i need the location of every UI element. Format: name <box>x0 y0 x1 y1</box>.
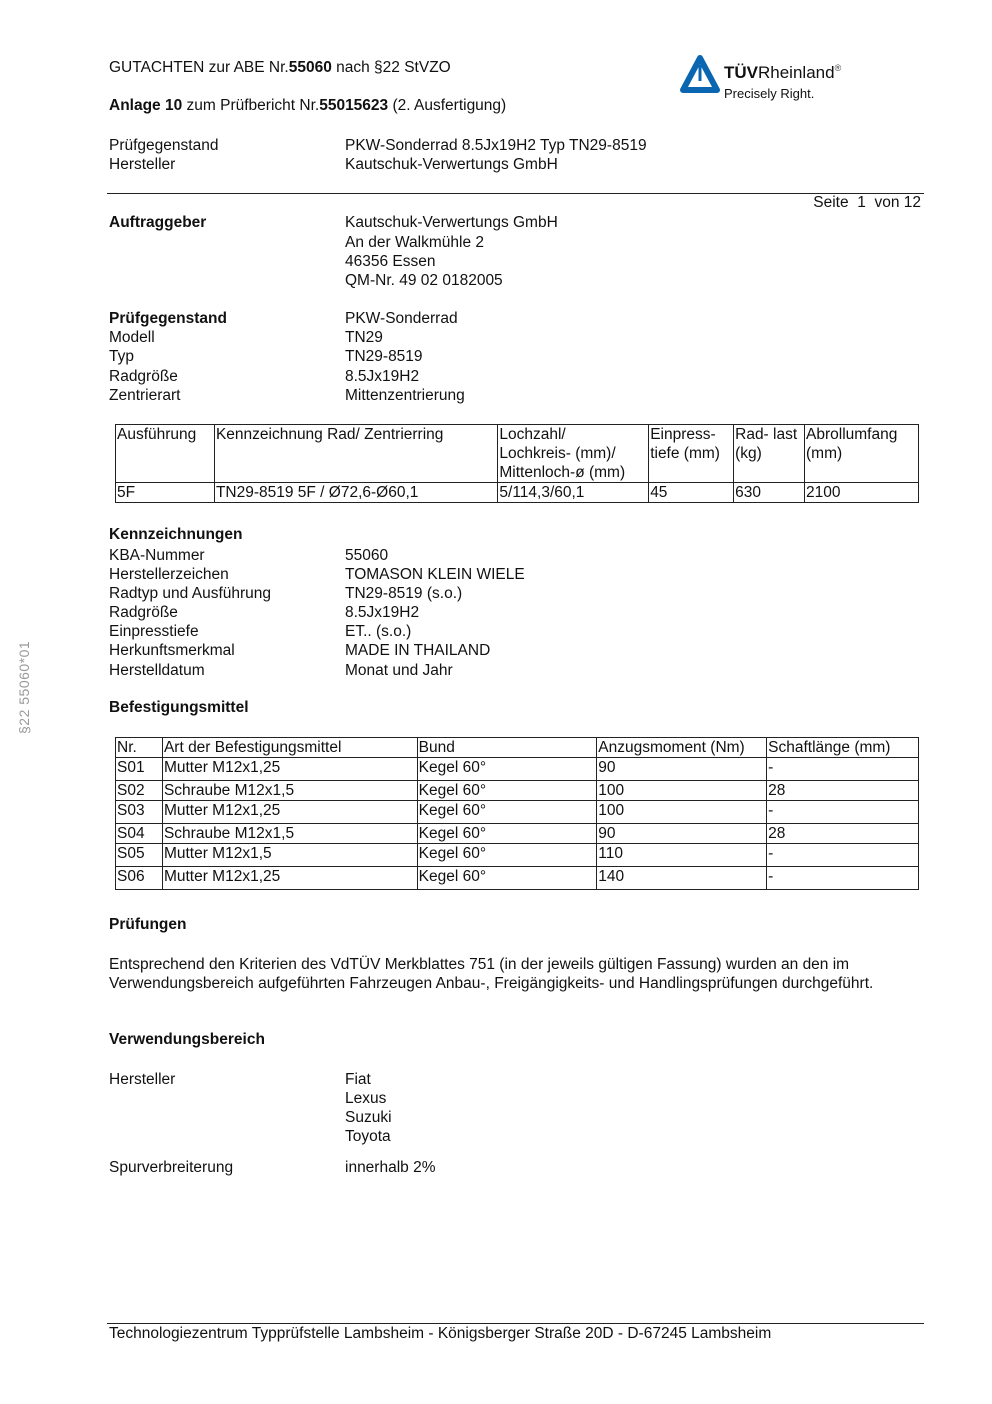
field-label: Radtyp und Ausführung <box>109 585 272 602</box>
table-header-cell: Rad- last (kg) <box>734 425 805 483</box>
logo-brand-rest: Rheinland <box>758 63 835 82</box>
field-value: MADE IN THAILAND <box>345 642 491 659</box>
title-suffix: nach §22 StVZO <box>331 59 451 76</box>
table-header-cell: Art der Befestigungsmittel <box>162 738 417 758</box>
field-label: Radgröße <box>109 368 178 385</box>
table-row <box>116 801 919 824</box>
pruefgegenstand-label: Prüfgegenstand <box>109 310 227 327</box>
kennzeichnungen-heading: Kennzeichnungen <box>109 526 243 543</box>
table-header-cell: Anzugsmoment (Nm) <box>597 738 767 758</box>
table-cell: TN29-8519 5F / Ø72,6-Ø60,1 <box>214 483 497 503</box>
field-label: Typ <box>109 348 134 365</box>
header-pg-value: PKW-Sonderrad 8.5Jx19H2 Typ TN29-8519 <box>345 137 647 154</box>
table-header-cell: Schaftlänge (mm) <box>767 738 919 758</box>
annex-line <box>109 97 506 115</box>
footer-divider <box>107 1323 924 1324</box>
abe-number: 55060 <box>288 59 332 76</box>
report-number: 55015623 <box>319 97 389 114</box>
field-value: ET.. (s.o.) <box>345 623 412 640</box>
table-cell: Kegel 60° <box>417 824 597 844</box>
header-divider <box>107 193 924 194</box>
field-label: Herkunftsmerkmal <box>109 642 235 659</box>
title-prefix: GUTACHTEN zur ABE Nr. <box>109 59 289 76</box>
vb-hersteller-item: Lexus <box>345 1090 387 1107</box>
table-cell: S01 <box>116 758 163 781</box>
logo-reg: ® <box>834 63 842 73</box>
table-cell: - <box>767 844 919 867</box>
table-cell: 28 <box>767 824 919 844</box>
table-header-row <box>116 425 919 483</box>
table-cell: Kegel 60° <box>417 801 597 824</box>
table-row <box>116 781 919 801</box>
table-header-cell: Ausführung <box>116 425 215 483</box>
table-cell: 630 <box>734 483 805 503</box>
field-label: Herstellerzeichen <box>109 566 229 583</box>
field-value: TOMASON KLEIN WIELE <box>345 566 525 583</box>
table-cell: S06 <box>116 867 163 890</box>
table-header-cell: Bund <box>417 738 597 758</box>
header-hersteller-label: Hersteller <box>109 156 176 173</box>
auftraggeber-line: 46356 Essen <box>345 253 436 270</box>
pruefungen-text: Entsprechend den Kriterien des VdTÜV Merkblattes 751 (in der jeweils gültigen Fassung) wurden an den im Verwendungsbereich aufgeführten Fahrzeugen Anbau-, Freigängigkeits- und Handlingsprüfungen durchgeführt. <box>109 956 874 992</box>
field-value: 8.5Jx19H2 <box>345 368 420 385</box>
table-cell: 5/114,3/60,1 <box>498 483 649 503</box>
vb-hersteller-item: Suzuki <box>345 1109 392 1126</box>
footer-address: Technologiezentrum Typprüfstelle Lambsheim - Königsberger Straße 20D - D-67245 Lambsheim <box>109 1325 772 1342</box>
table-header-cell: Einpress- tiefe (mm) <box>649 425 734 483</box>
table-cell: S03 <box>116 801 163 824</box>
field-value: 8.5Jx19H2 <box>345 604 420 621</box>
table-cell: 100 <box>597 781 767 801</box>
tuv-logo <box>680 55 870 105</box>
header-hersteller-value: Kautschuk-Verwertungs GmbH <box>345 156 558 173</box>
table-row <box>116 483 919 503</box>
report-title <box>109 59 451 77</box>
field-value: TN29-8519 <box>345 348 423 365</box>
table-cell: 110 <box>597 844 767 867</box>
table-cell: Mutter M12x1,5 <box>162 844 417 867</box>
table-cell: S02 <box>116 781 163 801</box>
table-cell: 100 <box>597 801 767 824</box>
field-label: Modell <box>109 329 155 346</box>
field-value: Monat und Jahr <box>345 662 453 679</box>
field-label: Einpresstiefe <box>109 623 199 640</box>
annex-suffix: (2. Ausfertigung) <box>388 97 507 114</box>
wheel-table <box>115 424 919 503</box>
field-label: KBA-Nummer <box>109 547 205 564</box>
table-cell: 28 <box>767 781 919 801</box>
befestigung-table <box>115 737 919 890</box>
vb-hersteller-label: Hersteller <box>109 1071 176 1088</box>
table-cell: Schraube M12x1,5 <box>162 781 417 801</box>
logo-tagline: Precisely Right. <box>724 86 815 101</box>
field-label: Radgröße <box>109 604 178 621</box>
table-header-cell: Abrollumfang (mm) <box>805 425 919 483</box>
table-cell: Mutter M12x1,25 <box>162 801 417 824</box>
logo-brand <box>724 63 841 83</box>
table-header-cell: Nr. <box>116 738 163 758</box>
page-number: Seite 1 von 12 <box>813 194 921 211</box>
befestigung-heading: Befestigungsmittel <box>109 699 249 716</box>
table-cell: Mutter M12x1,25 <box>162 867 417 890</box>
annex-mid: zum Prüfbericht Nr. <box>182 97 320 114</box>
table-cell: 5F <box>116 483 215 503</box>
vb-hersteller-item: Fiat <box>345 1071 371 1088</box>
table-row <box>116 758 919 781</box>
table-cell: 90 <box>597 758 767 781</box>
vb-hersteller-item: Toyota <box>345 1128 391 1145</box>
table-cell: Kegel 60° <box>417 781 597 801</box>
table-cell: S04 <box>116 824 163 844</box>
vb-spur-label: Spurverbreiterung <box>109 1159 234 1176</box>
table-header-cell: Lochzahl/ Lochkreis- (mm)/ Mittenloch-ø (mm) <box>498 425 649 483</box>
field-value: 55060 <box>345 547 389 564</box>
auftraggeber-line: An der Walkmühle 2 <box>345 234 484 251</box>
table-cell: 140 <box>597 867 767 890</box>
field-label: Herstelldatum <box>109 662 205 679</box>
table-cell: Schraube M12x1,5 <box>162 824 417 844</box>
side-stamp: §22 55060*01 <box>16 640 32 734</box>
table-row <box>116 824 919 844</box>
table-header-row <box>116 738 919 758</box>
table-cell: - <box>767 801 919 824</box>
table-cell: - <box>767 867 919 890</box>
table-cell: 2100 <box>805 483 919 503</box>
table-cell: Kegel 60° <box>417 844 597 867</box>
auftraggeber-label: Auftraggeber <box>109 214 207 231</box>
pruefgegenstand-value: PKW-Sonderrad <box>345 310 458 327</box>
table-cell: S05 <box>116 844 163 867</box>
auftraggeber-line: QM-Nr. 49 02 0182005 <box>345 272 503 289</box>
table-cell: Kegel 60° <box>417 758 597 781</box>
vb-spur-value: innerhalb 2% <box>345 1159 436 1176</box>
header-pg-label: Prüfgegenstand <box>109 137 219 154</box>
field-value: TN29 <box>345 329 383 346</box>
table-row <box>116 844 919 867</box>
table-row <box>116 867 919 890</box>
table-cell: 45 <box>649 483 734 503</box>
table-cell: Kegel 60° <box>417 867 597 890</box>
field-value: TN29-8519 (s.o.) <box>345 585 463 602</box>
table-cell: 90 <box>597 824 767 844</box>
pruefungen-heading: Prüfungen <box>109 916 187 933</box>
table-header-cell: Kennzeichnung Rad/ Zentrierring <box>214 425 497 483</box>
auftraggeber-line: Kautschuk-Verwertungs GmbH <box>345 214 558 231</box>
logo-brand-bold: TÜV <box>724 63 758 82</box>
table-cell: - <box>767 758 919 781</box>
field-label: Zentrierart <box>109 387 181 404</box>
table-cell: Mutter M12x1,25 <box>162 758 417 781</box>
tuv-triangle-icon <box>680 55 720 95</box>
field-value: Mittenzentrierung <box>345 387 465 404</box>
annex-label: Anlage 10 <box>109 97 183 114</box>
verwendungsbereich-heading: Verwendungsbereich <box>109 1031 265 1048</box>
